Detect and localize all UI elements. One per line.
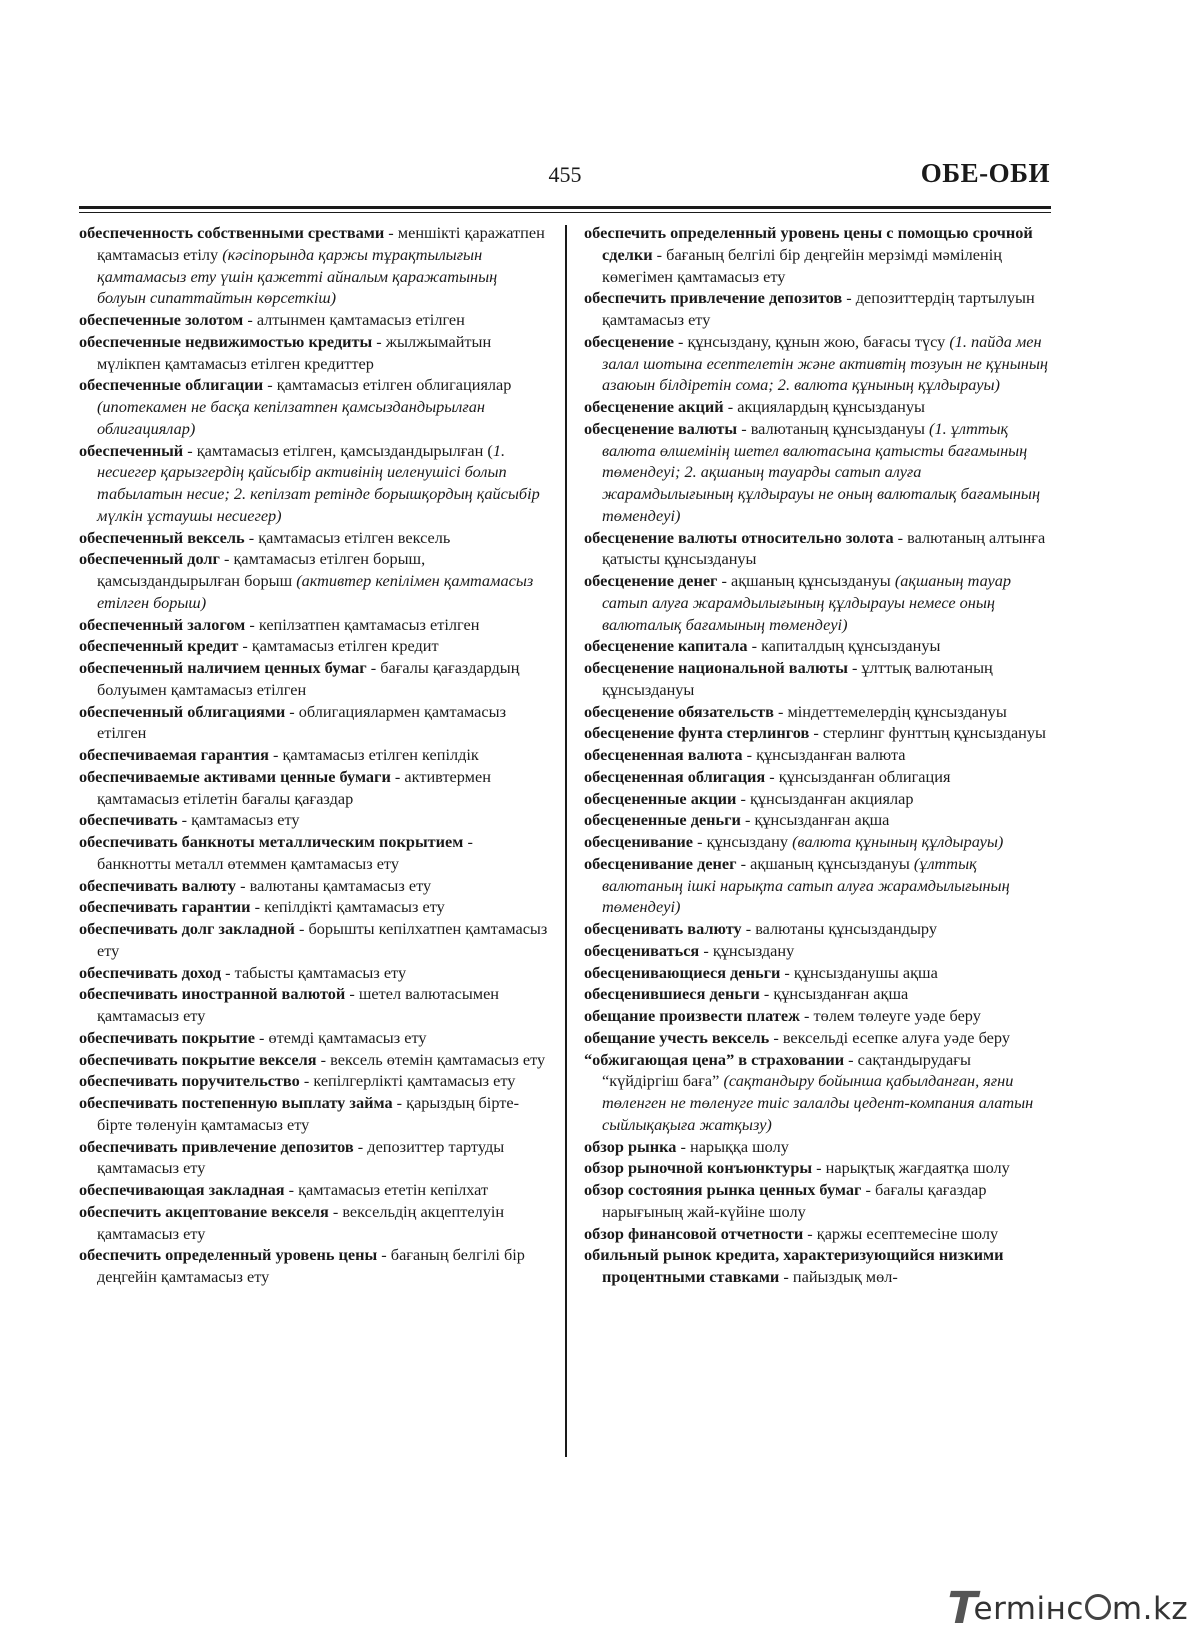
entry-separator: -	[245, 614, 259, 634]
entry-term: обеспечить определенный уровень цены	[79, 1245, 378, 1265]
entry-term: “обжигающая цена” в страховании	[584, 1049, 845, 1069]
dictionary-entry	[584, 527, 1051, 571]
entry-term: обеспечивать покрытие	[79, 1027, 255, 1047]
entry-term: обзор рынка	[584, 1136, 677, 1156]
dictionary-entry	[79, 1244, 549, 1288]
entry-separator: -	[765, 766, 779, 786]
dictionary-entry	[79, 1201, 549, 1245]
entry-definition: қамтамасыз етілген, қамсыздандырылған (	[196, 440, 493, 460]
watermark-text-2: m.kz	[1111, 1591, 1188, 1627]
dictionary-entry	[584, 940, 1051, 962]
entry-separator: -	[238, 636, 252, 656]
entry-definition: қамтамасыз етілген кредит	[251, 636, 439, 656]
entry-definition: кепілзатпен қамтамасыз етілген	[258, 614, 480, 634]
entry-term: обещание учесть вексель	[584, 1027, 770, 1047]
entry-term: обеспеченность собственными срествами	[79, 223, 385, 242]
entry-definition: құнсызданушы ақша	[793, 962, 938, 982]
entry-separator: -	[345, 984, 359, 1004]
dictionary-entry	[79, 1136, 549, 1180]
entry-separator: -	[842, 288, 856, 308]
entry-term: обесцениваться	[584, 940, 700, 960]
entry-definition: вексельді есепке алуға уәде беру	[782, 1027, 1010, 1047]
dictionary-entry	[584, 766, 1051, 788]
entry-separator: -	[183, 440, 197, 460]
entry-definition: вексель өтемін қамтамасыз ету	[330, 1049, 546, 1069]
entry-term: обеспечить акцептование векселя	[79, 1201, 329, 1221]
entry-definition: бағалы қағаздардың болуымен қамтамасыз етілген	[97, 658, 520, 699]
entry-separator: -	[244, 527, 259, 547]
entry-separator: -	[747, 636, 762, 656]
entry-definition: нарықтық жағдаятқа шолу	[825, 1158, 1010, 1178]
entry-term: обеспечивать валюту	[79, 875, 237, 895]
entry-definition: валютаны қамтамасыз ету	[249, 875, 432, 895]
column-divider	[565, 225, 567, 1457]
entry-definition: кепілгерлікті қамтамасыз ету	[313, 1071, 516, 1091]
entry-separator: -	[177, 810, 192, 830]
entry-definition: төлем төлеуге уәде беру	[813, 1006, 981, 1025]
dictionary-entry	[584, 1005, 1051, 1027]
dictionary-entry	[584, 722, 1051, 744]
entry-separator: -	[736, 853, 751, 873]
entry-definition: қамтамасыз ету	[191, 810, 300, 830]
dictionary-entry	[584, 657, 1051, 701]
entry-definition: банкнотты металл өтеммен қамтамасыз ету	[97, 853, 399, 873]
entry-term: обесценившиеся деньги	[584, 984, 760, 1004]
entry-separator: -	[741, 919, 756, 938]
entry-note: (сақтандыру бойынша қабылданған, яғни төленген не төленуге тиіс залалды цедент-компания алатын сыйлықақыға жатқызу)	[602, 1071, 1034, 1134]
entry-note: (1. ұлттық валюта өлшемінің шетел валютасына қатысты бағамының төмендеуі; 2. ақшаның тауарды сатып алуға жарамдылығының құлдырауы не оның валюталық бағамының төмендеуі)	[602, 418, 1041, 525]
entry-definition: бағалы қағаздар нарығының жай-күйіне шолу	[602, 1180, 987, 1221]
dictionary-entry	[79, 1070, 549, 1092]
entry-separator: -	[221, 962, 235, 982]
entry-term: обещание произвести платеж	[584, 1006, 800, 1025]
entry-term: обесцененная облигация	[584, 766, 766, 786]
dictionary-entry	[79, 657, 549, 701]
entry-definition: міндеттемелердің құнсыздануы	[787, 701, 1007, 721]
entry-note: (ақшаның тауар сатып алуға жарамдылығының құлдырауы немесе оның валюталық бағамының төмендеуі)	[602, 571, 1012, 634]
dictionary-entry	[584, 1157, 1051, 1179]
header-rule-thick	[79, 206, 1051, 209]
dictionary-entry	[584, 701, 1051, 723]
entry-definition: қамтамасыз етілген борыш, қамсыздандырылған борыш	[97, 549, 426, 590]
entry-definition: борышты кепілхатпен қамтамасыз ету	[97, 919, 548, 960]
entry-note: (активтер кепілімен қамтамасыз етілген борыш)	[97, 571, 534, 612]
entry-separator: -	[759, 984, 774, 1004]
entry-term: обеспечиваемая гарантия	[79, 745, 269, 764]
entry-term: обесцененные акции	[584, 788, 737, 808]
entry-note: 1. несиегер қарызгердің қайсыбір активінің иеленушісі болып табылатын несие; 2. кепілзат ретінде борышқордың қайсыбір мүлкін ұстаушы несиегер)	[97, 440, 540, 525]
entry-term: обесценение	[584, 331, 674, 351]
entry-term: обеспечить определенный уровень цены с помощью срочной сделки	[584, 223, 1033, 264]
dictionary-entry	[79, 222, 549, 309]
dictionary-entry	[584, 1223, 1051, 1245]
entry-separator: -	[803, 1223, 817, 1243]
dictionary-entry	[79, 374, 549, 439]
entry-separator: -	[299, 1071, 314, 1091]
entry-note: (кәсіпорында қаржы тұрақтылығын қамтамасыз ету үшін қажетті айналым қаражатының болуын сипаттайтын көрсеткіш)	[97, 244, 498, 308]
entry-definition: депозиттер тартуды қамтамасыз ету	[97, 1136, 505, 1178]
entry-term: обеспеченные облигации	[79, 375, 264, 395]
entry-term: обеспечивать иностранной валютой	[79, 984, 346, 1004]
entry-separator: -	[219, 549, 234, 569]
entry-separator: -	[384, 223, 398, 242]
entry-definition: нарыққа шолу	[689, 1136, 789, 1156]
entry-term: обеспеченный залогом	[79, 614, 246, 634]
entry-separator: -	[809, 723, 823, 743]
entry-definition: қарыздың бірте-бірте төленуін қамтамасыз ету	[97, 1093, 520, 1134]
dictionary-entry	[584, 222, 1051, 287]
dictionary-entry	[79, 1092, 549, 1136]
entry-separator: -	[285, 701, 299, 721]
entry-term: обеспеченный	[79, 440, 184, 460]
entry-definition: алтынмен қамтамасыз етілген	[256, 310, 465, 329]
entry-definition: валютаны құнсыздандыру	[755, 919, 937, 938]
entry-separator: -	[353, 1136, 368, 1156]
entry-term: обесценение национальной валюты	[584, 658, 848, 677]
entry-term: обеспеченный вексель	[79, 527, 245, 547]
entry-definition: валютаның құнсыздануы	[750, 418, 930, 438]
entry-term: обесценивание	[584, 832, 694, 851]
dictionary-entry	[584, 744, 1051, 766]
entry-term: обесценение акций	[584, 397, 724, 416]
dictionary-entry	[584, 1136, 1051, 1158]
entry-definition: ақшаның құнсыздануы	[731, 571, 895, 590]
entry-definition: пайыздық мөл-	[792, 1267, 898, 1286]
entry-definition: стерлинг фунттың құнсыздануы	[822, 723, 1046, 743]
entry-term: обесцененные деньги	[584, 810, 741, 830]
dictionary-entry	[79, 831, 549, 875]
entry-separator: -	[268, 745, 283, 764]
entry-definition: құнсыздану	[712, 940, 795, 960]
entry-separator: -	[773, 701, 788, 721]
entry-separator: -	[263, 375, 277, 395]
entry-term: обеспечивающая закладная	[79, 1180, 285, 1199]
entry-term: обесцененная валюта	[584, 745, 743, 764]
entry-term: обзор состояния рынка ценных бумаг	[584, 1180, 862, 1199]
dictionary-entry	[79, 962, 549, 984]
entry-definition: депозиттердің тартылуын қамтамасыз ету	[602, 288, 1035, 329]
entry-definition: ақшаның құнсыздануы	[750, 853, 914, 873]
dictionary-entry	[79, 331, 549, 375]
entry-separator: -	[693, 832, 707, 851]
entry-term: обзор рыночной конъюнктуры	[584, 1158, 813, 1178]
dictionary-entry	[584, 396, 1051, 418]
entry-term: обильный рынок кредита, характеризующийся низкими процентными ставками	[584, 1245, 1004, 1286]
entry-definition: бағаның белгілі бір деңгейін қамтамасыз ету	[97, 1245, 525, 1286]
entry-separator: -	[254, 1027, 269, 1047]
entry-term: обеспечивать банкноты металлическим покрытием	[79, 832, 464, 851]
entry-definition: құнсызданған акциялар	[749, 788, 914, 808]
entry-separator: -	[673, 331, 688, 351]
entry-separator: -	[328, 1201, 343, 1221]
site-watermark-logo	[941, 1583, 1188, 1634]
entry-term: обеспечивать гарантии	[79, 897, 251, 917]
entry-term: обеспеченный кредит	[79, 636, 239, 656]
entry-term: обеспечивать постепенную выплату займа	[79, 1093, 393, 1112]
entry-term: обеспечивать доход	[79, 962, 222, 982]
entry-definition: өтемді қамтамасыз ету	[268, 1027, 427, 1047]
dictionary-entry	[79, 548, 549, 613]
entry-term: обесценивающиеся деньги	[584, 962, 781, 982]
entry-term: обеспечивать привлечение депозитов	[79, 1136, 354, 1156]
dictionary-entry	[584, 788, 1051, 810]
dictionary-entry	[79, 635, 549, 657]
entry-separator: -	[717, 571, 732, 590]
entry-term: обесценение фунта стерлингов	[584, 723, 810, 743]
entry-definition: құнсызданған валюта	[756, 745, 906, 764]
entry-separator: -	[780, 962, 794, 982]
entry-note: (1. пайда мен залал шотына есептелетін және активтің тозуын не құнының азаюын білдіретін сома; 2. валюта құнының құлдырауы)	[602, 331, 1048, 395]
entry-definition: қамтамасыз етілген облигациялар	[276, 375, 512, 395]
dictionary-entry	[79, 983, 549, 1027]
entry-term: обеспеченные золотом	[79, 310, 244, 329]
entry-term: обесценивание денег	[584, 853, 737, 873]
entry-note: (ұлттық валютаның ішкі нарықта сатып алуға жарамдылығының төмендеуі)	[602, 853, 1010, 917]
entry-separator: -	[294, 919, 309, 938]
header-rule-thin	[79, 212, 1051, 213]
dictionary-entry	[584, 331, 1051, 396]
dictionary-entry	[584, 962, 1051, 984]
entry-term: обеспечивать	[79, 810, 178, 830]
entry-term: обеспечивать поручительство	[79, 1071, 300, 1091]
entry-definition: құнсызданған облигация	[778, 766, 951, 786]
entry-definition: кепілдікті қамтамасыз ету	[264, 897, 445, 917]
entry-term: обзор финансовой отчетности	[584, 1223, 804, 1243]
entry-separator: -	[736, 788, 750, 808]
dictionary-entry	[584, 1049, 1051, 1136]
entry-term: обесценение денег	[584, 571, 718, 590]
entry-separator: -	[742, 745, 757, 764]
entry-separator: -	[893, 527, 908, 547]
entry-definition: активтермен қамтамасыз етілетін бағалы қағаздар	[97, 766, 491, 808]
entry-definition: қаржы есептемесіне шолу	[816, 1223, 999, 1243]
running-head: ОБЕ-ОБИ	[920, 158, 1050, 188]
entry-definition: қамтамасыз етілген вексель	[258, 527, 451, 547]
entry-definition: қамтамасыз етілген кепілдік	[282, 745, 479, 764]
entry-term: обеспеченный долг	[79, 549, 220, 569]
entry-definition: жылжымайтын мүлікпен қамтамасыз етілген кредиттер	[97, 331, 492, 373]
dictionary-entry	[584, 831, 1051, 853]
entry-definition: вексельдің акцептелуін қамтамасыз ету	[97, 1201, 505, 1243]
entry-term: обеспеченный наличием ценных бумаг	[79, 658, 367, 677]
entry-definition: акциялардың құнсыздануы	[737, 397, 925, 416]
entry-separator: -	[392, 1093, 407, 1112]
entry-term: обеспеченные недвижимостью кредиты	[79, 331, 373, 351]
dictionary-entry	[79, 440, 549, 527]
entry-definition: құнсызданған ақша	[754, 810, 890, 830]
entry-separator: -	[740, 810, 755, 830]
dictionary-entry	[584, 1244, 1051, 1288]
left-column	[79, 222, 549, 1288]
dictionary-entry	[79, 744, 549, 766]
dictionary-entry	[79, 614, 549, 636]
entry-separator: -	[390, 766, 405, 786]
watermark-o-icon	[1085, 1594, 1111, 1620]
entry-separator: -	[377, 1245, 391, 1265]
dictionary-entry	[584, 1027, 1051, 1049]
entry-term: обесценение капитала	[584, 636, 748, 656]
dictionary-entry	[79, 918, 549, 962]
entry-definition: шетел валютасымен қамтамасыз ету	[97, 984, 500, 1025]
entry-separator: -	[652, 244, 667, 264]
dictionary-entry	[79, 701, 549, 745]
dictionary-entry	[584, 635, 1051, 657]
entry-definition: құнсыздану	[706, 832, 793, 851]
dictionary-entry	[79, 1049, 549, 1071]
entry-separator: -	[812, 1158, 826, 1178]
entry-term: обеспечивать покрытие векселя	[79, 1049, 317, 1069]
entry-definition: құнсызданған ақша	[773, 984, 909, 1004]
entry-separator: -	[236, 875, 250, 895]
dictionary-entry	[79, 527, 549, 549]
entry-term: обесценивать валюту	[584, 919, 742, 938]
entry-separator: -	[737, 418, 751, 438]
entry-definition: капиталдың құнсыздануы	[761, 636, 941, 656]
entry-term: обесценение валюты	[584, 418, 738, 438]
dictionary-entry	[584, 983, 1051, 1005]
entry-definition: ұлттық валютаның құнсыздануы	[602, 658, 993, 699]
entry-note: (ипотекамен не басқа кепілзатпен қамсыздандырылған облигациялар)	[97, 397, 485, 438]
entry-separator: -	[799, 1006, 814, 1025]
entry-term: обеспечиваемые активами ценные бумаги	[79, 766, 391, 786]
watermark-text-1: ermінс	[973, 1591, 1084, 1627]
entry-definition: облигациялармен қамтамасыз етілген	[97, 701, 507, 743]
entry-separator: -	[463, 832, 473, 851]
entry-definition: бағаның белгілі бір деңгейін мерзімді мәміленің көмегімен қамтамасыз ету	[602, 244, 1002, 286]
dictionary-entry	[79, 809, 549, 831]
entry-term: обесценение валюты относительно золота	[584, 527, 894, 547]
entry-definition: валютаның алтынға қатысты құнсыздануы	[602, 527, 1046, 569]
entry-separator: -	[676, 1136, 690, 1156]
dictionary-entry	[79, 766, 549, 810]
entry-separator: -	[723, 397, 738, 416]
dictionary-entry	[79, 1027, 549, 1049]
entry-separator: -	[844, 1049, 858, 1069]
entry-definition: меншікті қаражатпен қамтамасыз етілу	[97, 223, 545, 264]
entry-term: обеспечивать долг закладной	[79, 919, 295, 938]
dictionary-entry	[79, 896, 549, 918]
entry-term: обеспеченный облигациями	[79, 701, 286, 721]
watermark-t: T	[941, 1583, 983, 1634]
dictionary-entry	[584, 853, 1051, 918]
entry-term: обесценение обязательств	[584, 701, 774, 721]
entry-separator: -	[284, 1180, 299, 1199]
dictionary-entry	[79, 875, 549, 897]
entry-separator: -	[243, 310, 257, 329]
entry-separator: -	[316, 1049, 331, 1069]
entry-separator: -	[366, 658, 381, 677]
entry-note: (валюта құнының құлдырауы)	[792, 832, 1004, 851]
entry-definition: табысты қамтамасыз ету	[234, 962, 407, 982]
dictionary-entry	[584, 1179, 1051, 1223]
dictionary-entry	[79, 309, 549, 331]
entry-separator: -	[699, 940, 713, 960]
dictionary-entry	[584, 918, 1051, 940]
entry-separator: -	[779, 1267, 793, 1286]
entry-definition: сақтандырудағы “күйдіргіш баға”	[602, 1049, 971, 1091]
page-number: 455	[548, 162, 582, 187]
entry-separator: -	[372, 331, 386, 351]
dictionary-entry	[79, 1179, 549, 1201]
entry-definition: қамтамасыз ететін кепілхат	[298, 1180, 489, 1199]
dictionary-entry	[584, 287, 1051, 331]
dictionary-entry	[584, 418, 1051, 527]
entry-separator: -	[861, 1180, 875, 1199]
right-column	[584, 222, 1051, 1288]
entry-separator: -	[250, 897, 265, 917]
dictionary-entry	[584, 570, 1051, 635]
entry-definition: құнсыздану, құнын жою, бағасы түсу	[687, 331, 950, 351]
entry-term: обеспечить привлечение депозитов	[584, 288, 843, 308]
entry-separator: -	[847, 658, 862, 677]
dictionary-entry	[584, 809, 1051, 831]
entry-separator: -	[769, 1027, 783, 1047]
